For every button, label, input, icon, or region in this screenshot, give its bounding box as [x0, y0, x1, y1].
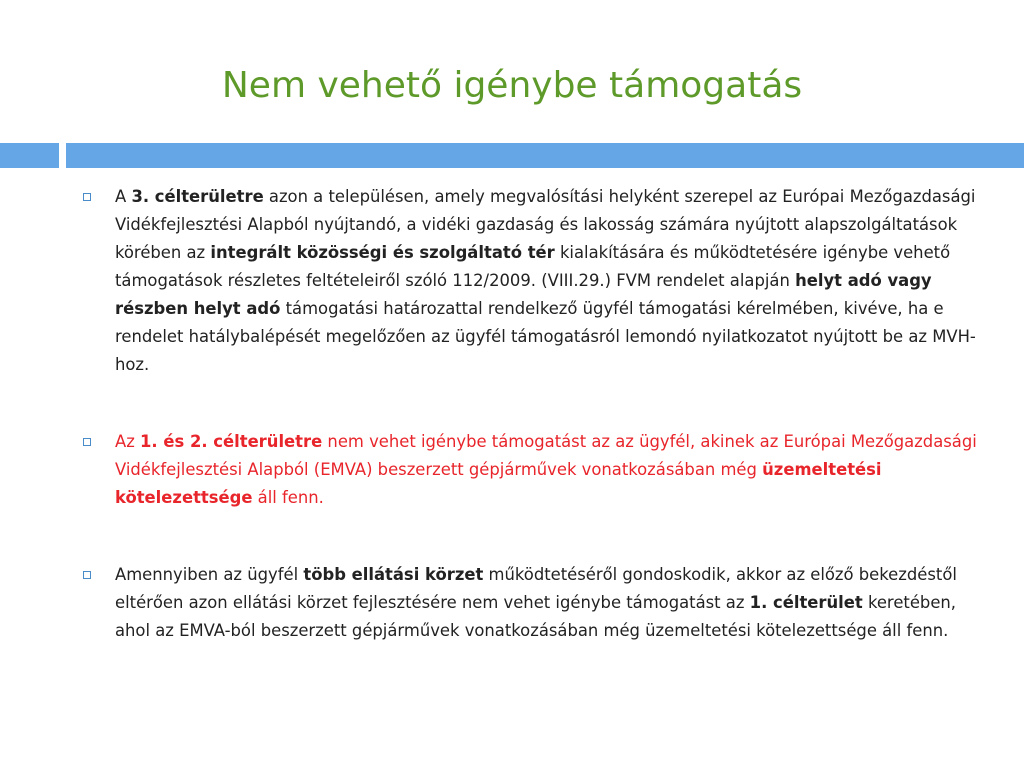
bold-segment: 3. célterületre: [131, 187, 264, 206]
text-segment: kialakítására és működtetésére igénybe vehető támogatások részletes feltételeiről szóló 112/2009. (VIII.29.) FVM rendelet alapján: [115, 243, 951, 290]
bullet-text-3: [115, 561, 983, 645]
square-bullet-icon: [83, 193, 91, 201]
bullet-list: [78, 183, 983, 645]
header-bar-left: [0, 143, 59, 168]
text-segment: támogatási határozattal rendelkező ügyfél támogatási kérelmében, kivéve, ha e rendelet hatálybalépését megelőzően az ügyfél támogatásról lemondó nyilatkozatot nyújtott be az MVH-hoz.: [115, 299, 976, 374]
text-segment: keretében, ahol az EMVA-ból beszerzett gépjárművek vonatkozásában még üzemeltetési kötelezettsége áll fenn.: [115, 593, 956, 640]
square-bullet-icon: [83, 438, 91, 446]
text-segment: működtetéséről gondoskodik, akkor az előző bekezdéstől eltérően azon ellátási körzet fejlesztésére nem vehet igénybe támogatást az: [115, 565, 957, 612]
bullet-item-1: [78, 183, 983, 379]
bold-segment: több ellátási körzet: [303, 565, 484, 584]
slide-title: Nem vehető igénybe támogatás: [221, 65, 803, 106]
text-segment: áll fenn.: [252, 488, 324, 507]
text-segment: azon a településen, amely megvalósítási helyként szerepel az Európai Mezőgazdasági Vidékfejlesztési Alapból nyújtandó, a vidéki gazdaság és lakosság számára nyújtott alapszolgáltatások körében az: [115, 187, 976, 262]
bold-segment: integrált közösségi és szolgáltató tér: [210, 243, 555, 262]
text-segment: nem vehet igénybe támogatást az az ügyfél, akinek az Európai Mezőgazdasági Vidékfejlesztési Alapból (EMVA) beszerzett gépjárművek vonatkozásában még: [115, 432, 977, 479]
bold-segment: helyt adó vagy részben helyt adó: [115, 271, 932, 318]
text-segment: Amennyiben az ügyfél: [115, 565, 304, 584]
bullet-text-1: [115, 183, 983, 379]
bold-segment: 1. és 2. célterületre: [140, 432, 323, 451]
bold-segment: üzemeltetési kötelezettsége: [115, 460, 882, 507]
bullet-text-2: [115, 428, 983, 512]
bullet-item-2: [78, 428, 983, 512]
text-segment: Az: [115, 432, 141, 451]
header-bar-right: [66, 143, 1024, 168]
bold-segment: 1. célterület: [749, 593, 863, 612]
square-bullet-icon: [83, 571, 91, 579]
bullet-item-3: [78, 561, 983, 645]
text-segment: A: [115, 187, 132, 206]
